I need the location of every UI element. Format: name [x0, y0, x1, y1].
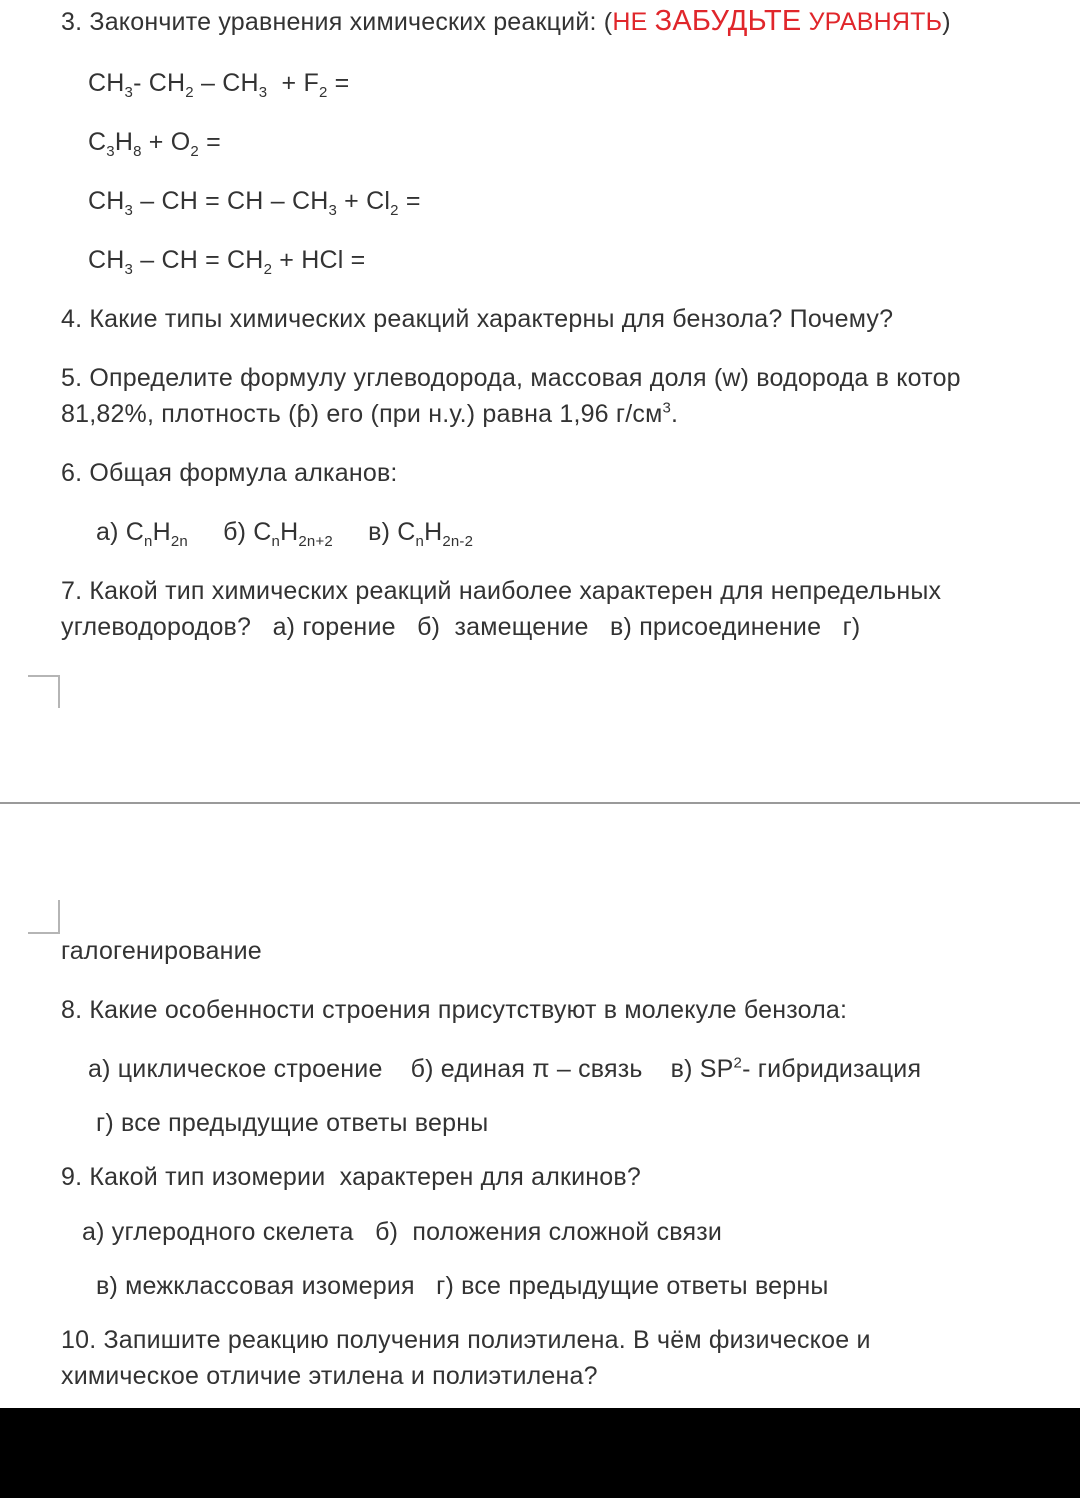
question-5-line-2: 81,82%, плотность (ƥ) его (при н.у.) равна 1,96 $г/см^3$.	[61, 399, 679, 428]
page-corner-mark	[28, 900, 60, 934]
question-7-line-2: углеводородов? а) горение б) замещение в) присоединение г)	[61, 613, 861, 641]
question-7-continued: галогенирование	[61, 937, 262, 965]
option-a: а) $C_nH_{2n}$	[96, 518, 188, 550]
warning-text: НЕ ЗАБУДЬТЕ УРАВНЯТЬ	[612, 5, 943, 37]
equation-3: $CH_3$ – CH = CH – $CH_3 + Cl_2$ =	[88, 187, 421, 219]
question-3-title: 3. Закончите уравнения химических реакций: (НЕ ЗАБУДЬТЕ УРАВНЯТЬ)	[61, 5, 951, 37]
equation-1: $CH_3-$ $CH_2 - CH_3 + F_2$ =	[88, 69, 350, 101]
question-8: 8. Какие особенности строения присутствуют в молекуле бензола:	[61, 996, 848, 1024]
question-6: 6. Общая формула алканов:	[61, 459, 398, 487]
question-5-line-1: 5. Определите формулу углеводорода, массовая доля (w) водорода в котор	[61, 364, 961, 392]
question-8-option-d: г) все предыдущие ответы верны	[96, 1109, 489, 1137]
option-c: в) $C_nH_{2n-2}$	[368, 518, 474, 550]
equation-2: $C_3H_8 + O_2$ =	[88, 128, 221, 160]
question-4: 4. Какие типы химических реакций характерны для бензола? Почему?	[61, 305, 894, 333]
option-c: в) $SP^2-$ гибридизация	[670, 1054, 922, 1083]
question-9-options-ab: а) углеродного скелета б) положения сложной связи	[82, 1218, 723, 1246]
question-6-options	[96, 515, 473, 549]
option-b: б) единая π – связь	[410, 1055, 643, 1083]
question-8-options-abc	[88, 1052, 921, 1086]
option-a: а) циклическое строение	[88, 1055, 383, 1083]
question-10-line-1: 10. Запишите реакцию получения полиэтилена. В чём физическое и	[61, 1326, 871, 1354]
question-10-line-2: химическое отличие этилена и полиэтилена?	[61, 1362, 598, 1390]
option-b: б) $C_nH_{2n+2}$	[223, 518, 333, 550]
equation-4: $CH_3$ – CH = $CH_2$ + HCl =	[88, 246, 366, 278]
question-9: 9. Какой тип изомерии характерен для алкинов?	[61, 1163, 641, 1191]
question-9-options-cd: в) межклассовая изомерия г) все предыдущие ответы верны	[96, 1272, 829, 1300]
page-corner-mark	[28, 675, 60, 708]
black-bottom-bar	[0, 1408, 1080, 1498]
question-7-line-1: 7. Какой тип химических реакций наиболее характерен для непредельных	[61, 577, 942, 605]
document-page-2	[0, 804, 1080, 1408]
